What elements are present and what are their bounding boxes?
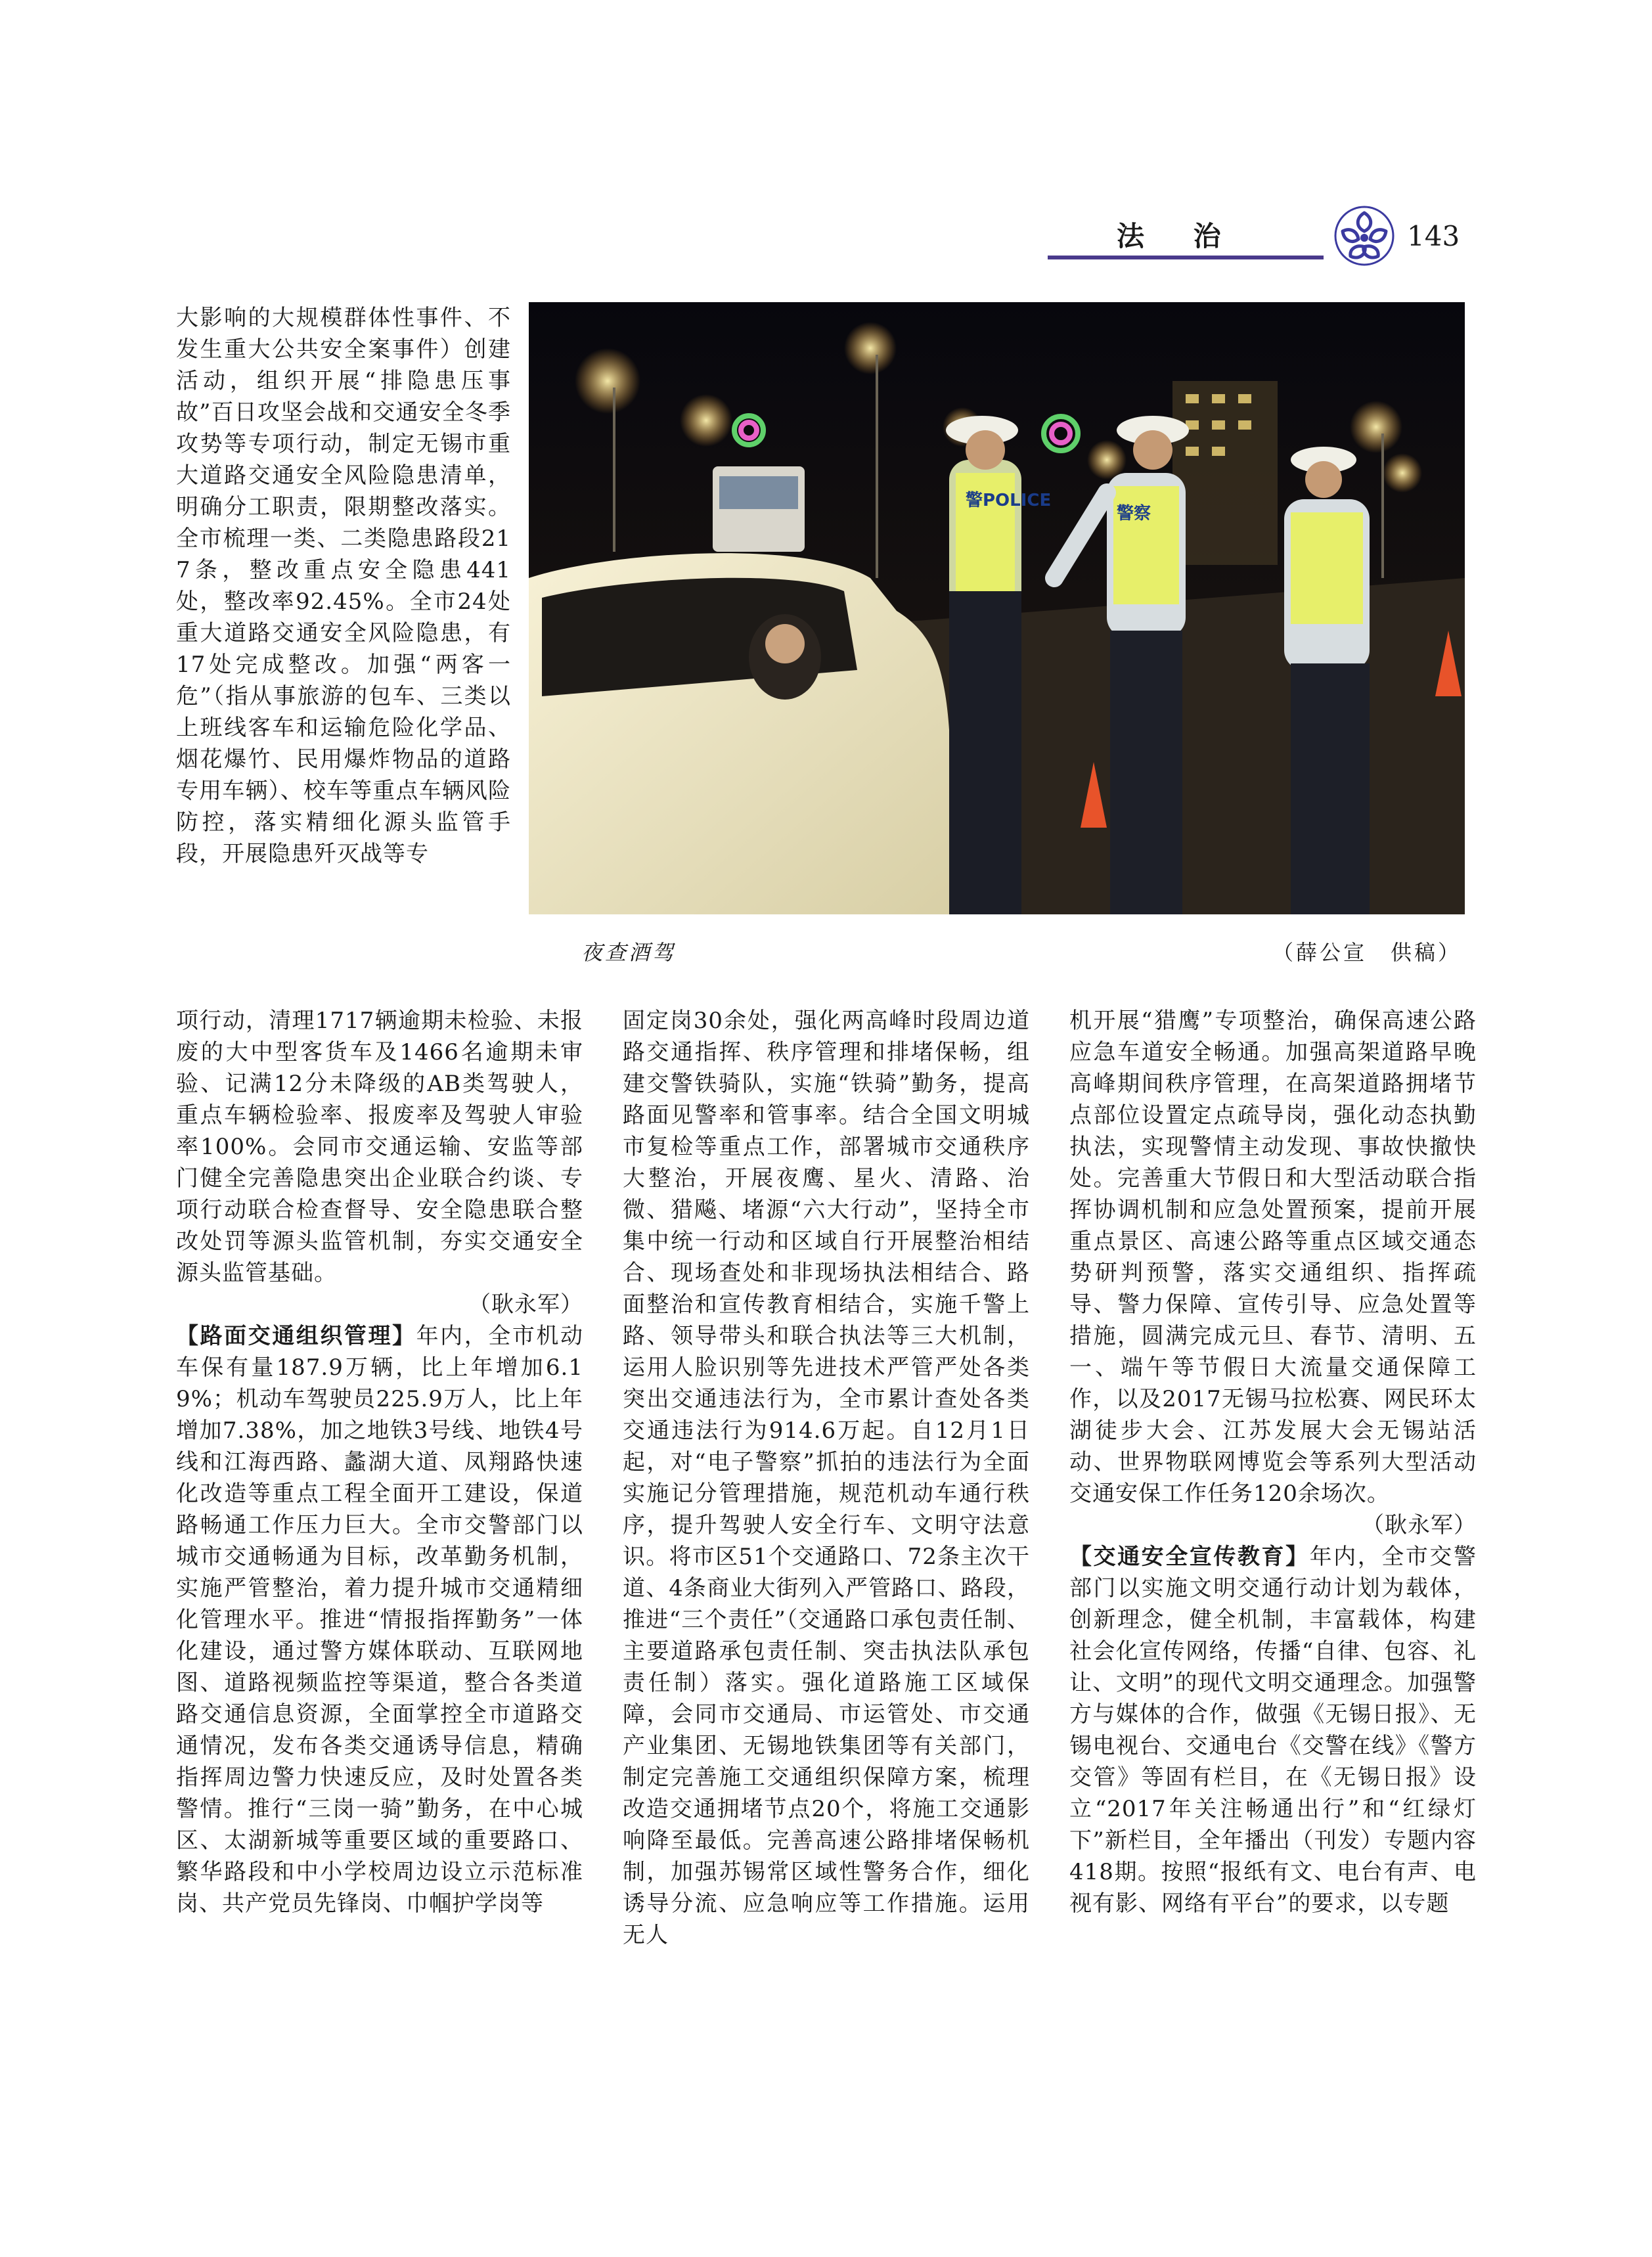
paragraph: 机开展“猎鹰”专项整治，确保高速公路应急车道安全畅通。加强高架道路早晚高峰期间秩序管理，在高架道路拥堵节点部位设置定点疏导岗，强化动态执勤执法，实现警情主动发现、事故快撤快处。完善重大节假日和大型活动联合指挥协调机制和应急处置预案，提前开展重点景区、高速公路等重点区域交通态势研判预警，落实交通组织、指挥疏导、警力保障、宣传引导、应急处置等措施，圆满完成元旦、春节、清明、五一、端午等节假日大流量交通保障工作，以及2017无锡马拉松赛、网民环太湖徒步大会、江苏发展大会无锡站活动、世界物联网博览会等系列大型活动交通安保工作任务120余场次。 [1069,1008,1477,1507]
vest-text-2: 警察 [1117,504,1151,524]
paragraph: 固定岗30余处，强化两高峰时段周边道路交通指挥、秩序管理和排堵保畅，组建交警铁骑队，实施“铁骑”勤务，提高路面见警率和管事率。结合全国文明城市复检等重点工作，部署城市交通秩序大整治，开展夜鹰、星火、清路、治微、猎飚、堵源“六大行动”，坚持全市集中统一行动和区域自行开展整治相结合、现场查处和非现场执法相结合、路面整治和宣传教育相结合，实施千警上路、领导带头和联合执法等三大机制，运用人脸识别等先进技术严管严处各类突出交通违法行为，全市累计查处各类交通违法行为914.6万起。自12月1日起，对“电子警察”抓拍的违法行为全面实施记分管理措施，规范机动车通行秩序，提升驾驶人安全行车、文明守法意识。将市区51个交通路口、72条主次干道、4条商业大街列入严管路口、路段，推进“三个责任”（交通路口承包责任制、主要道路承包责任制、突击执法队承包责任制）落实。强化道路施工区域保障，会同市交通局、市运管处、市交通产业集团、无锡地铁集团等有关部门，制定完善施工交通组织保障方案，梳理改造交通拥堵节点20个，将施工交通影响降至最低。完善高速公路排堵保畅机制，加强苏锡常区域性警务合作，细化诱导分流、应急响应等工作措施。运用无人 [623,1008,1030,1948]
paragraph [1069,1541,1477,1919]
photo-credit: （薛公宣 供稿） [1272,940,1462,965]
author: （耿永军） [1362,1512,1477,1538]
column-1-top [176,302,511,870]
paragraph: 项行动，清理1717辆逾期未检验、未报废的大中型客货车及1466名逾期未审验、记满12分未降级的AB类驾驶人，重点车辆检验率、报废率及驾驶人审验率100%。会同市交通运输、安监等部门健全完善隐患突出企业联合约谈、专项行动联合检查督导、安全隐患联合整改处罚等源头监管机制，夯实交通安全源头监管基础。 [176,1008,583,1286]
paragraph-text: 年内，全市交警部门以实施文明交通行动计划为载体，创新理念，健全机制，丰富载体，构建社会化宣传网络，传播“自律、包容、礼让、文明”的现代文明交通理念。加强警方与媒体的合作，做强《无锡日报》、无锡电视台、交通电台《交警在线》《警方交管》等固有栏目，在《无锡日报》设立“2017年关注畅通出行”和“红绿灯下”新栏目，全年播出（刊发）专题内容418期。按照“报纸有文、电台有声、电视有影、网络有平台”的要求，以专题 [1069,1544,1477,1917]
paragraph [176,1320,583,1919]
header-rule [1048,256,1324,259]
night-checkpoint-photo [529,302,1465,914]
logo-icon [1333,205,1395,267]
author: （耿永军） [468,1291,583,1318]
column-2 [623,1005,1030,1951]
vest-text: 警POLICE [966,491,1052,510]
page-number: 143 [1407,220,1460,252]
section-title: 法 治 [1117,220,1241,252]
photo-caption: 夜查酒驾 [581,940,677,965]
section-heading: 【路面交通组织管理】 [176,1323,416,1349]
paragraph-text: 年内，全市机动车保有量187.9万辆，比上年增加6.19%；机动车驾驶员225.9万人，比上年增加7.38%，加之地铁3号线、地铁4号线和江海西路、蠡湖大道、凤翔路快速化改造等重点工程全面开工建设，保道路畅通工作压力巨大。全市交警部门以城市交通畅通为目标，改革勤务机制，实施严管整治，着力提升城市交通精细化管理水平。推进“情报指挥勤务”一体化建设，通过警方媒体联动、互联网地图、道路视频监控等渠道，整合各类道路交通信息资源，全面掌控全市道路交通情况，发布各类交通诱导信息，精确指挥周边警力快速反应，及时处置各类警情。推行“三岗一骑”勤务，在中心城区、太湖新城等重要区域的重要路口、繁华路段和中小学校周边设立示范标准岗、共产党员先锋岗、巾帼护学岗等 [176,1323,583,1917]
section-heading: 【交通安全宣传教育】 [1069,1544,1310,1570]
column-3 [1069,1005,1477,1919]
column-1 [176,1005,583,1919]
paragraph: 大影响的大规模群体性事件、不发生重大公共安全案事件）创建活动，组织开展“排隐患压事故”百日攻坚会战和交通安全冬季攻势等专项行动，制定无锡市重大道路交通安全风险隐患清单，明确分工职责，限期整改落实。全市梳理一类、二类隐患路段217条，整改重点安全隐患441处，整改率92.45%。全市24处重大道路交通安全风险隐患，有17处完成整改。加强“两客一危”（指从事旅游的包车、三类以上班线客车和运输危险化学品、烟花爆竹、民用爆炸物品的道路专用车辆）、校车等重点车辆风险防控，落实精细化源头监管手段，开展隐患歼灭战等专 [176,305,511,867]
